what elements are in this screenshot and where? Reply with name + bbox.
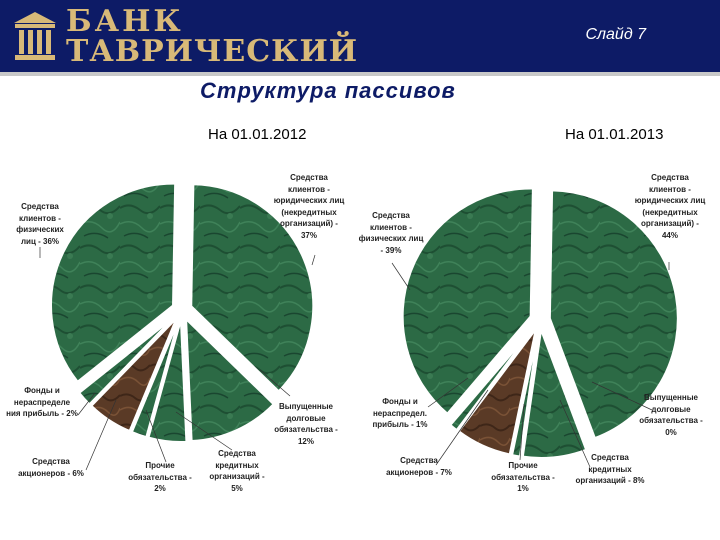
chart1-label-fond: Фонды и нераспредел. прибыль - 1% — [372, 397, 428, 429]
chart0-label-kredit: Средства кредитных организаций - 5% — [209, 449, 265, 493]
chart0-label-jur: Средства клиентов - юридических лиц (некредитных организаций) - 37% — [273, 173, 345, 240]
chart1-label-fiz: Средства клиентов - физических лиц - 39% — [358, 211, 424, 255]
chart0-label-fond: Фонды и нераспределе ния прибыль - 2% — [6, 386, 78, 418]
chart1-label-kredit: Средства кредитных организаций - 8% — [575, 453, 645, 485]
bank-name-line1: БАНК — [66, 4, 184, 39]
chart1-label-dolg: Выпущенные долговые обязательства - 0% — [639, 393, 703, 437]
chart1-label-aktsion: Средства акционеров - 7% — [386, 456, 452, 477]
chart-title-2013: На 01.01.2013 — [565, 126, 664, 143]
page-title: Структура пассивов — [200, 78, 456, 103]
chart0-label-fiz: Средства клиентов - физических лиц - 36% — [16, 202, 64, 246]
bank-name-line2: ТАВРИЧЕСКИЙ — [66, 34, 359, 69]
chart0-label-dolg: Выпущенные долговые обязательства - 12% — [274, 402, 338, 446]
slide-number: Слайд 7 — [585, 26, 646, 43]
chart1-label-jur: Средства клиентов - юридических лиц (некредитных организаций) - 44% — [634, 173, 706, 240]
chart1-label-prochie: Прочие обязательства - 1% — [491, 461, 555, 493]
chart0-label-prochie: Прочие обязательства - 2% — [128, 461, 192, 493]
chart-title-2012: На 01.01.2012 — [208, 126, 307, 143]
chart0-label-aktsion: Средства акционеров - 6% — [18, 457, 84, 478]
